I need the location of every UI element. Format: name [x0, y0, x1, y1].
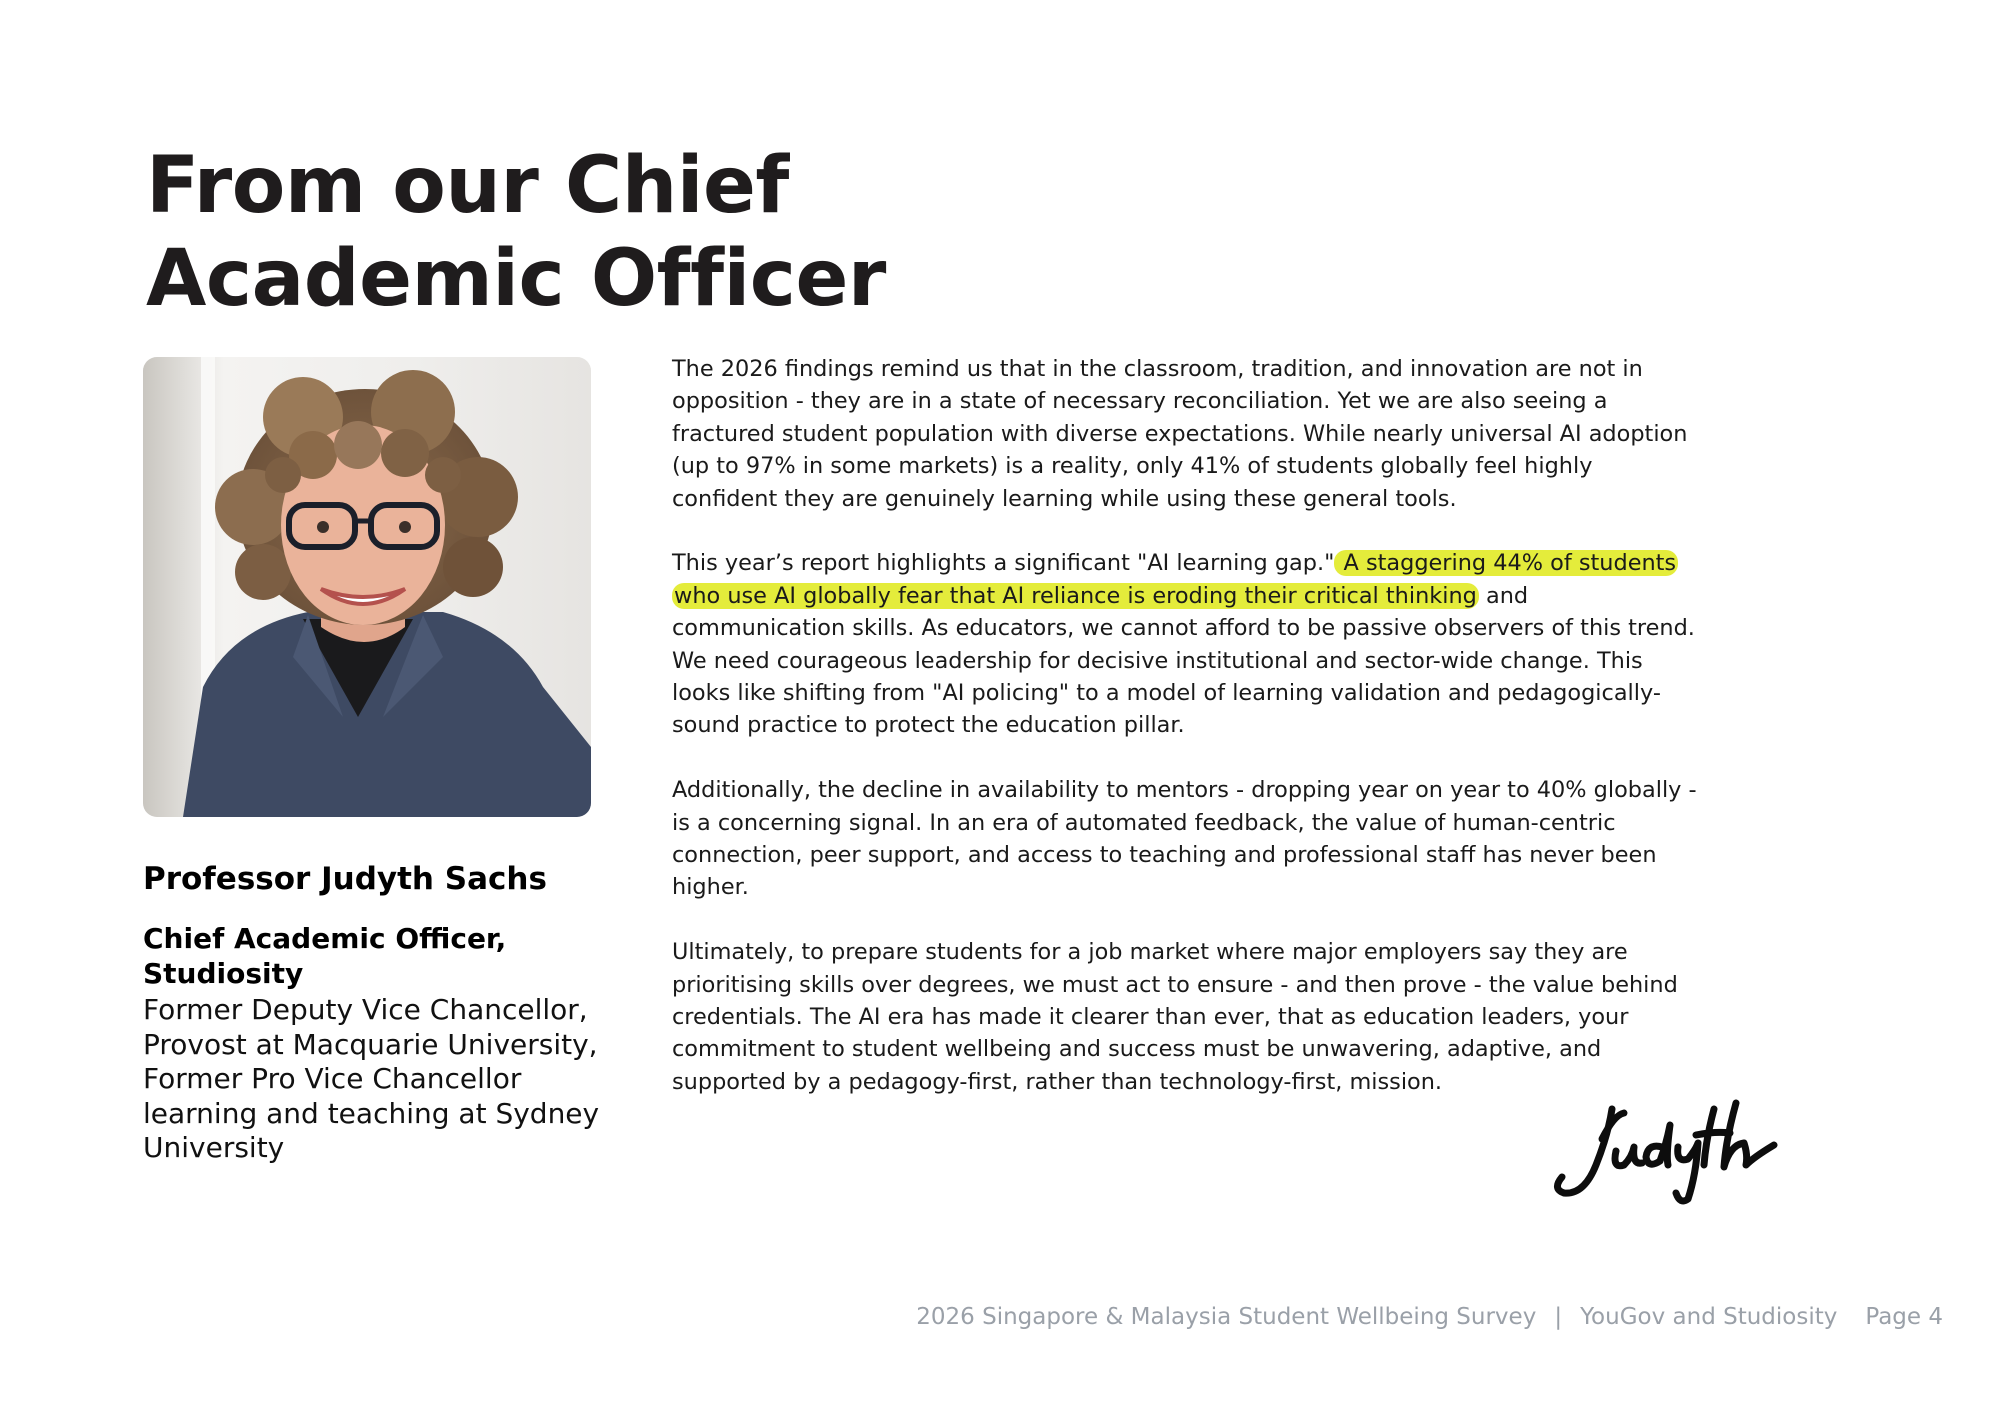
person-bio: Former Deputy Vice Chancellor, Provost at Macquarie University, Former Pro Vice Chancellor learning and teaching at Sydney University	[143, 993, 600, 1164]
footer-partners: YouGov and Studiosity	[1580, 1304, 1838, 1330]
paragraph-2-rest: and communication skills. As educators, we cannot afford to be passive observers of this trend. We need courageous leadership for decisive institutional and sector-wide change. This looks like shifting from "AI policing" to a model of learning validation and pedagogically-sound practice to protect the education pillar.	[672, 582, 1695, 739]
page-title-line-1: From our Chief	[146, 141, 789, 231]
letter-paragraph-4: Ultimately, to prepare students for a job market where major employers say they are prioritising skills over degrees, we must act to ensure - and then prove - the value behind credentials. The AI era has made it clearer than ever, that as education leaders, your commitment to student wellbeing and success must be unwavering, adaptive, and supported by a pedagogy-first, rather than technology-first, mission.	[672, 939, 1678, 1095]
footer-separator: |	[1554, 1304, 1563, 1330]
footer-page-number: Page 4	[1865, 1304, 1943, 1330]
letter-paragraph-2	[672, 547, 1702, 741]
page-footer	[916, 1302, 1943, 1332]
person-role: Chief Academic Officer, Studiosity	[143, 922, 507, 990]
highlighted-statistic: A staggering 44% of students who use AI globally fear that AI reliance is eroding their critical thinking	[674, 550, 1677, 609]
page-title-line-2: Academic Officer	[146, 234, 886, 324]
letter-body	[672, 353, 1702, 1098]
footer-survey-title: 2026 Singapore & Malaysia Student Wellbeing Survey	[916, 1304, 1537, 1330]
portrait-illustration	[143, 357, 591, 817]
portrait-photo	[143, 357, 591, 817]
letter-paragraph-3: Additionally, the decline in availability to mentors - dropping year on year to 40% globally - is a concerning signal. In an era of automated feedback, the value of human-centric connection, peer support, and access to teaching and professional staff has never been higher.	[672, 777, 1697, 901]
person-name: Professor Judyth Sachs	[143, 861, 547, 897]
page-title	[146, 140, 1046, 326]
letter-paragraph-1: The 2026 findings remind us that in the classroom, tradition, and innovation are not in opposition - they are in a state of necessary reconciliation. Yet we are also seeing a fractured student population with diverse expectations. While nearly universal AI adoption (up to 97% in some markets) is a reality, only 41% of students globally feel highly confident they are genuinely learning while using these general tools.	[672, 356, 1688, 512]
paragraph-2-intro: This year’s report highlights a significant "AI learning gap."	[672, 550, 1335, 577]
handwritten-signature	[1550, 1095, 1790, 1207]
